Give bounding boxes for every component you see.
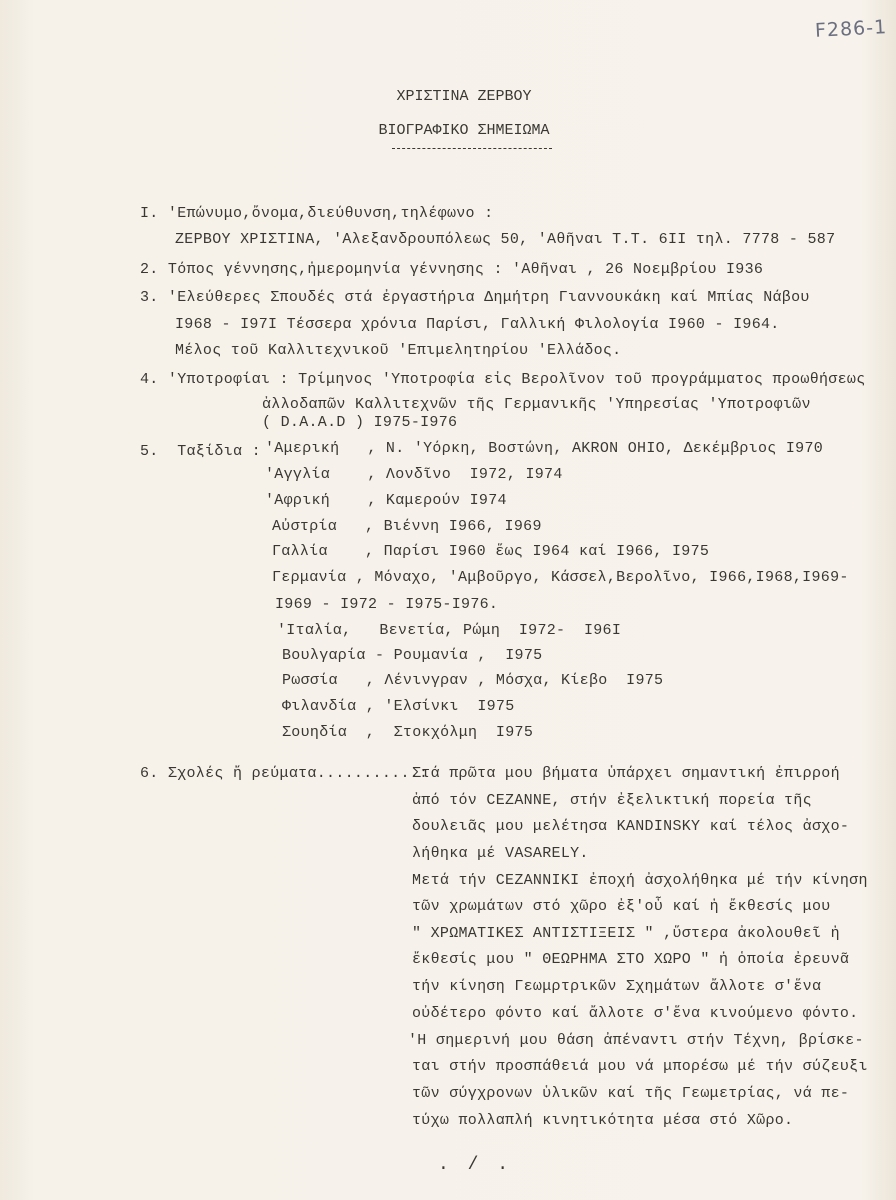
schools-line: ται στήν προσπάθειά μου νά μπορέσω μέ τήν σύζευξι — [412, 1058, 868, 1075]
continued-marker: . / . — [438, 1155, 513, 1175]
travel-line: 'Αμερική , Ν. 'Υόρκη, Βοστώνη, AKRON OHIO, Δεκέμβριος I970 — [265, 440, 824, 457]
section-1-text: ΖΕΡΒΟΥ ΧΡΙΣΤΙΝΑ, 'Αλεξανδρουπόλεως 50, 'Αθῆναι Τ.Τ. 6II τηλ. 7778 - 587 — [175, 231, 836, 248]
travel-line: Γαλλία , Παρίσι I960 ἕως I964 καί I966, I975 — [272, 543, 710, 560]
schools-line: οὐδέτερο φόντο καί ἄλλοτε σ'ἕνα κινούμενο φόντο. — [412, 1005, 859, 1022]
schools-line: ἔκθεσίς μου " ΘΕΩΡΗΜΑ ΣΤΟ ΧΩΡΟ " ἡ ὁποία ἐρευνᾶ — [412, 951, 850, 968]
section-3-text: 3. 'Ελεύθερες Σπουδές στά ἐργαστήρια Δημήτρη Γιαννουκάκη καί Μπίας Νάβου — [140, 289, 810, 306]
schools-line: " ΧΡΩΜΑΤΙΚΕΣ ΑΝΤΙΣΤΙΞΕΙΣ " ,ὕστερα ἀκολουθεῖ ἡ — [412, 925, 840, 942]
archive-reference: F286-1 — [814, 16, 888, 42]
section-4-text: ( D.A.A.D ) I975-I976 — [262, 414, 458, 431]
schools-line: 'Η σημερινή μου θάση ἀπέναντι στήν Τέχνη, βρίσκε- — [408, 1032, 864, 1049]
travel-line: I969 - I972 - I975-I976. — [275, 596, 499, 613]
section-4-text: ἀλλοδαπῶν Καλλιτεχνῶν τῆς Γερμανικῆς 'Υπηρεσίας 'Υποτροφιῶν — [262, 396, 811, 413]
author-name: ΧΡΙΣΤΙΝΑ ΖΕΡΒΟΥ — [396, 88, 532, 105]
schools-line: ἀπό τόν CEZANNE, στήν ἐξελικτική πορεία τῆς — [412, 792, 812, 809]
travel-line: 'Αφρική , Καμερούν I974 — [265, 492, 507, 509]
schools-line: τῶν χρωμάτων στό χῶρο ἐξ'οὗ καί ἡ ἔκθεσίς μου — [412, 898, 831, 915]
section-4-text: 4. 'Υποτροφίαι : Τρίμηνος 'Υποτροφία εἰς Βερολῖνον τοῦ προγράμματος προωθήσεως — [140, 371, 866, 388]
section-3-text: Μέλος τοῦ Καλλιτεχνικοῦ 'Επιμελητηρίου 'Ελλάδος. — [175, 342, 622, 359]
travel-line: 'Ιταλία, Βενετία, Ρώμη I972- I96I — [277, 622, 622, 639]
travel-line: Ρωσσία , Λένινγραν , Μόσχα, Κίεβο I975 — [282, 672, 664, 689]
section-5-label: 5. Ταξίδια : — [140, 443, 261, 460]
travel-line: Βουλγαρία - Ρουμανία , I975 — [282, 647, 543, 664]
schools-line: τύχω πολλαπλή κινητικότητα μέσα στό Χῶρο. — [412, 1112, 794, 1129]
schools-line: λήθηκα μέ VASARELY. — [412, 845, 589, 862]
travel-line: Γερμανία , Μόναχο, 'Αμβοῦργο, Κάσσελ,Βερολῖνο, I966,I968,I969- — [272, 569, 849, 586]
document-title: ΒΙΟΓΡΑΦΙΚΟ ΣΗΜΕΙΩΜΑ — [378, 122, 550, 139]
title-underline — [392, 148, 552, 149]
travel-line: 'Αγγλία , Λονδῖνο I972, I974 — [265, 466, 563, 483]
schools-line: Μετά τήν CEZANNIKI ἐποχή ἀσχολήθηκα μέ τήν κίνηση — [412, 872, 868, 889]
section-6-label: 6. Σχολές ἤ ρεύματα...........: — [140, 765, 429, 782]
travel-line: Αὐστρία , Βιέννη I966, I969 — [272, 518, 542, 535]
section-3-text: I968 - I97I Τέσσερα χρόνια Παρίσι, Γαλλική Φιλολογία I960 - I964. — [175, 316, 780, 333]
schools-line: Στά πρῶτα μου βήματα ὑπάρχει σημαντική ἐπιρροή — [412, 765, 840, 782]
schools-line: τῶν σύγχρονων ὑλικῶν καί τῆς Γεωμετρίας, νά πε- — [412, 1085, 850, 1102]
schools-line: δουλειᾶς μου μελέτησα KANDINSKY καί τέλος ἀσχο- — [412, 818, 850, 835]
schools-line: τήν κίνηση Γεωμρτρικῶν Σχημάτων ἄλλοτε σ'ἕνα — [412, 978, 822, 995]
travel-line: Φιλανδία , 'Ελσίνκι I975 — [282, 698, 515, 715]
section-2-text: 2. Τόπος γέννησης,ἡμερομηνία γέννησης : 'Αθῆναι , 26 Νοεμβρίου I936 — [140, 261, 764, 278]
section-1-heading: I. 'Επώνυμο,ὄνομα,διεύθυνση,τηλέφωνο : — [140, 205, 494, 222]
travel-line: Σουηδία , Στοκχόλμη I975 — [282, 724, 534, 741]
